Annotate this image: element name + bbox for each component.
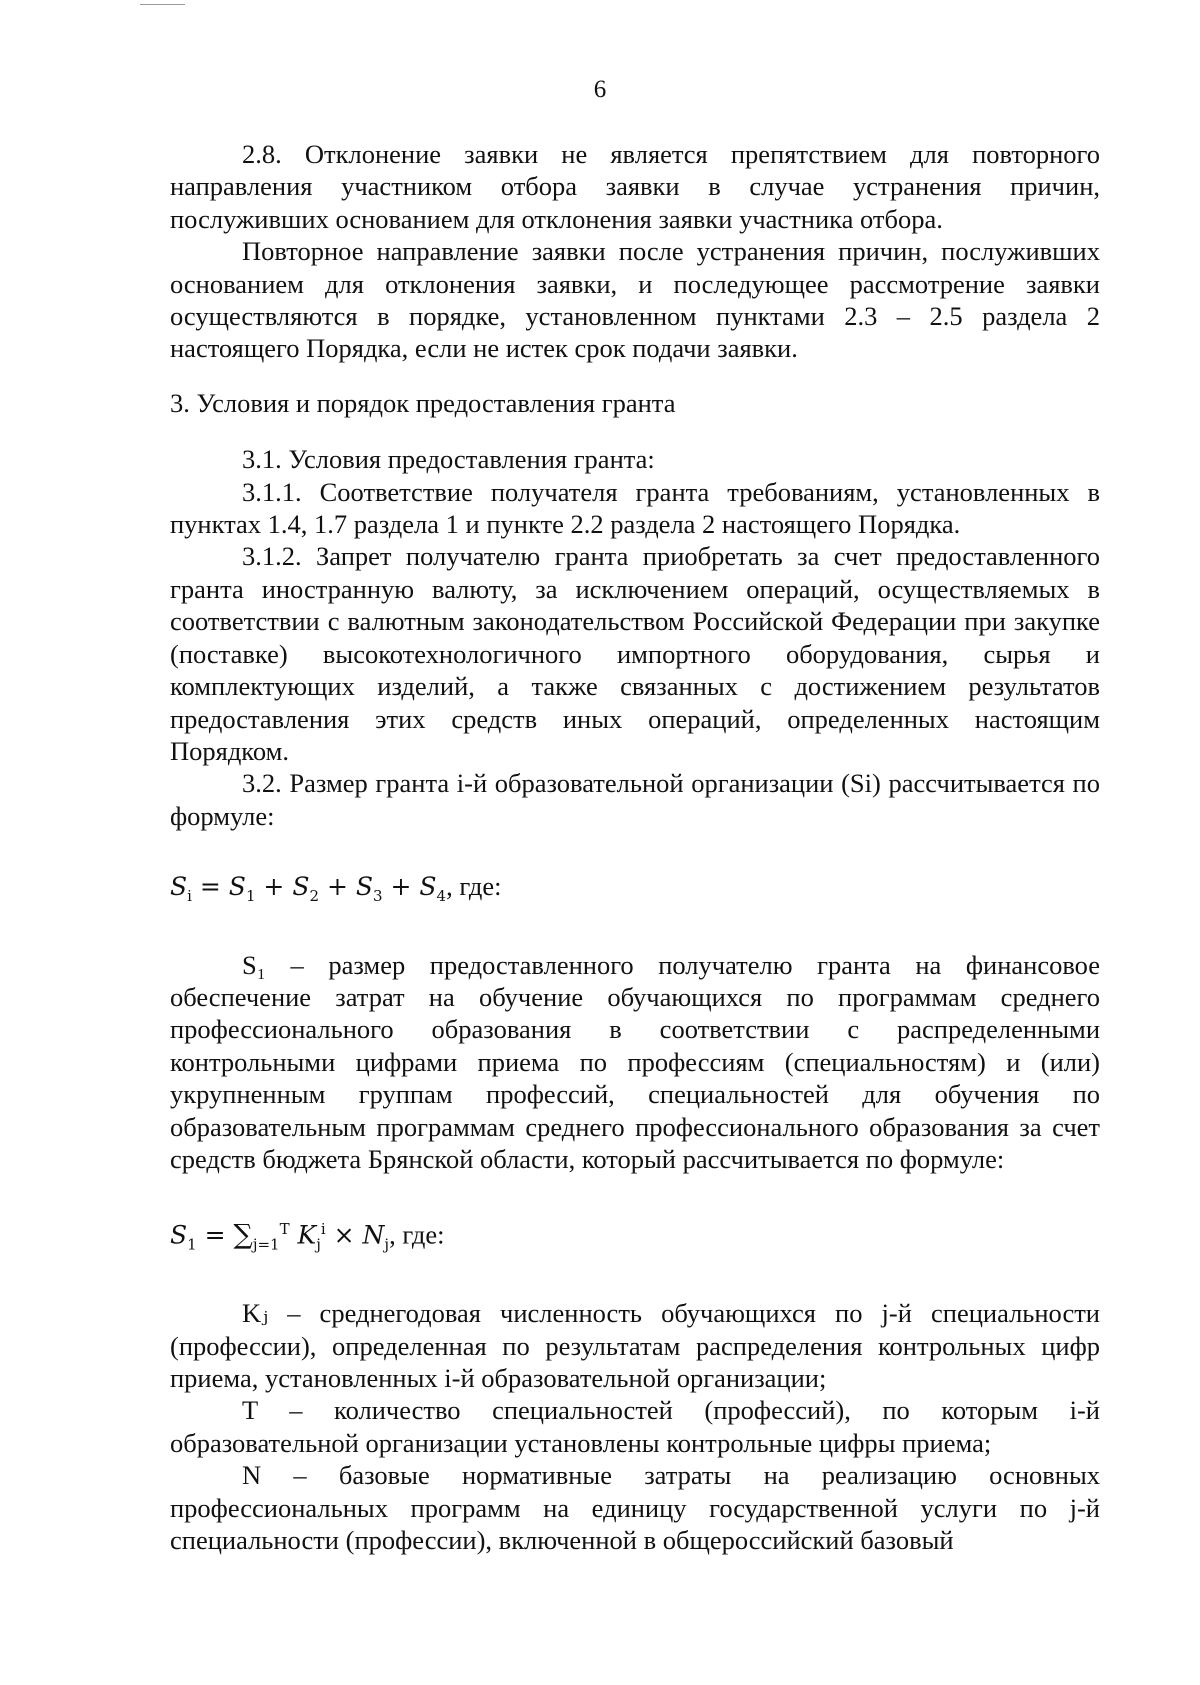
paragraph-3-1: 3.1. Условия предоставления гранта: — [242, 444, 655, 475]
formula-s1: $S_1 = \sum_{j=1}^T$ $K_j^i \times N_j$, где: — [170, 1219, 445, 1254]
page-number: 6 — [593, 76, 607, 103]
paragraph-2-8: 2.8. Отклонение заявки не является препятствием для повторного направления участником отбора заявки в случае устранения причин, послуживших основанием для отклонения заявки участника отбора. — [170, 139, 1100, 234]
paragraph-3-2: 3.2. Размер гранта i-й образовательной организации (Si) рассчитывается по формуле: — [170, 768, 1100, 831]
paragraph-3-1-2: 3.1.2. Запрет получателю гранта приобретать за счет предоставленного гранта иностранную валюту, за исключением операций, осуществляемых в соответствии с валютным законодательством Российской Федерации при закупке (поставке) высокотехнологичного импортного оборудования, сырья и комплектующих изделий, а также связанных с достижением результатов предоставления этих средств иных операций, определенных настоящим Порядком. — [170, 541, 1100, 766]
paragraph-2-8-repeat: Повторное направление заявки после устранения причин, послуживших основанием для отклонения заявки, и последующее рассмотрение заявки осуществляются в порядке, установленном пунктами 2.3 – 2.5 раздела 2 настоящего Порядка, если не истек срок подачи заявки. — [170, 236, 1100, 364]
paragraph-kj-definition: Kⱼ – среднегодовая численность обучающихся по j-й специальности (профессии), определенная по результатам распределения контрольных цифр приема, установленных i-й образовательной организации; — [170, 1298, 1100, 1393]
section-3-heading: 3. Условия и порядок предоставления гранта — [170, 387, 676, 418]
paragraph-n-definition: N – базовые нормативные затраты на реализацию основных профессиональных программ на единицу государственной услуги по j-й специальности (профессии), включенной в общероссийский базовый — [170, 1460, 1100, 1555]
document-body — [170, 138, 1100, 1556]
formula-grant-total: $S_i = S_1 + S_2 + S_3 + S_4$, где: — [170, 871, 502, 906]
scan-mark — [140, 4, 185, 5]
paragraph-3-1-1: 3.1.1. Соответствие получателя гранта требованиям, установленных в пунктах 1.4, 1.7 раздела 1 и пункте 2.2 раздела 2 настоящего Порядка. — [170, 476, 1100, 540]
paragraph-s1-definition: S₁ – размер предоставленного получателю гранта на финансовое обеспечение затрат на обучение обучающихся по программам среднего профессионального образования в соответствии с распределенными контрольными цифрами приема по профессиям (специальностям) и (или) укрупненным группам профессий, специальностей для обучения по образовательным программам среднего профессионального образования за счет средств бюджета Брянской области, который рассчитывается по формуле: — [170, 949, 1100, 1174]
paragraph-t-definition: T – количество специальностей (профессий), по которым i-й образовательной организации установлены контрольные цифры приема; — [170, 1395, 1100, 1458]
